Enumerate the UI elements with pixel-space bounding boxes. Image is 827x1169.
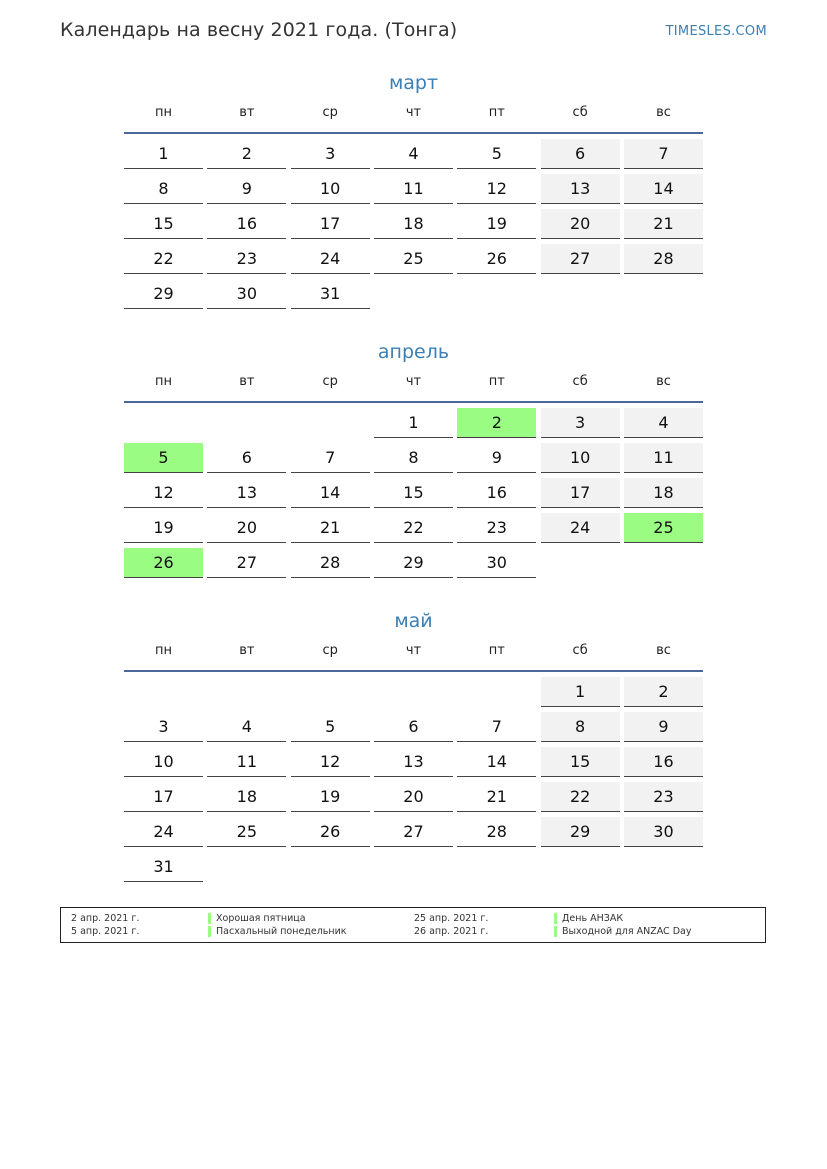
legend-date: 25 апр. 2021 г.: [414, 913, 489, 924]
weekend-day-cell: 11: [624, 443, 703, 473]
empty-cell: [457, 677, 536, 706]
holiday-color-marker: [208, 913, 211, 924]
day-cell: 1: [124, 139, 203, 169]
weekday-header: [124, 367, 703, 397]
day-cell: 19: [124, 513, 203, 543]
holiday-day-cell: 5: [124, 443, 203, 473]
weekend-day-cell: 29: [541, 817, 620, 847]
weekday-label: чт: [405, 643, 422, 658]
weekend-day-cell: 6: [541, 139, 620, 169]
weekday-label: пн: [155, 105, 172, 120]
day-cell: 21: [291, 513, 370, 543]
empty-cell: [207, 677, 286, 706]
empty-cell: [124, 677, 203, 706]
holiday-color-marker: [554, 926, 557, 937]
legend-holiday-name: День АНЗАК: [562, 913, 624, 924]
day-cell: 17: [291, 209, 370, 239]
day-cell: 2: [207, 139, 286, 169]
weekday-label: чт: [405, 105, 422, 120]
weekday-label: сб: [572, 643, 588, 658]
weekday-label: пн: [155, 643, 172, 658]
day-cell: 9: [207, 174, 286, 204]
month-name: май: [394, 610, 433, 632]
day-cell: 8: [374, 443, 453, 473]
day-cell: 20: [374, 782, 453, 812]
header-divider: [124, 670, 703, 672]
day-cell: 30: [457, 548, 536, 578]
day-cell: 26: [291, 817, 370, 847]
day-cell: 24: [124, 817, 203, 847]
day-cell: 6: [374, 712, 453, 742]
day-cell: 24: [291, 244, 370, 274]
weekend-day-cell: 23: [624, 782, 703, 812]
day-cell: 27: [207, 548, 286, 578]
empty-cell: [374, 677, 453, 706]
holiday-legend: [60, 907, 766, 943]
day-cell: 9: [457, 443, 536, 473]
weekend-day-cell: 2: [624, 677, 703, 707]
weekend-day-cell: 8: [541, 712, 620, 742]
day-cell: 15: [374, 478, 453, 508]
weekend-day-cell: 20: [541, 209, 620, 239]
empty-cell: [124, 408, 203, 437]
day-cell: 29: [374, 548, 453, 578]
weekend-day-cell: 3: [541, 408, 620, 438]
day-cell: 3: [124, 712, 203, 742]
weekend-day-cell: 9: [624, 712, 703, 742]
empty-cell: [291, 408, 370, 437]
day-cell: 19: [291, 782, 370, 812]
weekday-header: [124, 636, 703, 666]
day-cell: 12: [457, 174, 536, 204]
weekend-day-cell: 22: [541, 782, 620, 812]
day-cell: 23: [207, 244, 286, 274]
weekend-day-cell: 18: [624, 478, 703, 508]
weekday-label: вт: [239, 643, 255, 658]
month-block: [124, 337, 703, 578]
weekend-day-cell: 27: [541, 244, 620, 274]
legend-holiday-name: Хорошая пятница: [216, 913, 306, 924]
page-title: Календарь на весну 2021 года. (Тонга): [60, 19, 458, 41]
weekday-label: вс: [656, 105, 671, 120]
weekday-label: чт: [405, 374, 422, 389]
header-divider: [124, 401, 703, 403]
weekday-label: вс: [656, 374, 671, 389]
day-cell: 31: [291, 279, 370, 309]
day-cell: 20: [207, 513, 286, 543]
day-cell: 22: [124, 244, 203, 274]
legend-holiday-name: Пасхальный понедельник: [216, 926, 347, 937]
weekend-day-cell: 28: [624, 244, 703, 274]
day-cell: 4: [207, 712, 286, 742]
weekend-day-cell: 14: [624, 174, 703, 204]
day-cell: 14: [457, 747, 536, 777]
day-cell: 11: [374, 174, 453, 204]
day-cell: 16: [457, 478, 536, 508]
weekday-label: сб: [572, 374, 588, 389]
day-cell: 7: [457, 712, 536, 742]
weekend-day-cell: 13: [541, 174, 620, 204]
weekend-day-cell: 7: [624, 139, 703, 169]
day-grid: [124, 139, 703, 309]
day-cell: 10: [124, 747, 203, 777]
day-cell: 18: [207, 782, 286, 812]
day-cell: 1: [374, 408, 453, 438]
weekday-label: пн: [155, 374, 172, 389]
day-cell: 6: [207, 443, 286, 473]
day-cell: 10: [291, 174, 370, 204]
weekday-label: пт: [488, 374, 505, 389]
day-cell: 7: [291, 443, 370, 473]
day-cell: 23: [457, 513, 536, 543]
day-cell: 8: [124, 174, 203, 204]
day-cell: 13: [207, 478, 286, 508]
weekend-day-cell: 10: [541, 443, 620, 473]
weekday-label: ср: [322, 374, 338, 389]
weekday-label: вс: [656, 643, 671, 658]
day-cell: 18: [374, 209, 453, 239]
day-cell: 3: [291, 139, 370, 169]
day-cell: 30: [207, 279, 286, 309]
day-cell: 19: [457, 209, 536, 239]
site-link[interactable]: TIMESLES.COM: [665, 24, 767, 39]
weekday-label: вт: [239, 374, 255, 389]
day-cell: 14: [291, 478, 370, 508]
day-cell: 5: [291, 712, 370, 742]
header-divider: [124, 132, 703, 134]
holiday-color-marker: [208, 926, 211, 937]
day-cell: 21: [457, 782, 536, 812]
weekday-label: вт: [239, 105, 255, 120]
weekend-day-cell: 16: [624, 747, 703, 777]
month-block: [124, 68, 703, 309]
day-cell: 13: [374, 747, 453, 777]
weekend-day-cell: 21: [624, 209, 703, 239]
day-cell: 29: [124, 279, 203, 309]
day-cell: 5: [457, 139, 536, 169]
month-name: март: [388, 72, 439, 94]
day-cell: 12: [124, 478, 203, 508]
day-cell: 11: [207, 747, 286, 777]
day-cell: 15: [124, 209, 203, 239]
empty-cell: [291, 677, 370, 706]
day-cell: 25: [374, 244, 453, 274]
empty-cell: [207, 408, 286, 437]
day-cell: 16: [207, 209, 286, 239]
day-cell: 27: [374, 817, 453, 847]
day-cell: 22: [374, 513, 453, 543]
weekday-label: сб: [572, 105, 588, 120]
day-grid: [124, 677, 703, 882]
weekday-label: пт: [488, 105, 505, 120]
day-grid: [124, 408, 703, 578]
weekday-label: ср: [322, 643, 338, 658]
day-cell: 12: [291, 747, 370, 777]
month-name: апрель: [377, 341, 450, 363]
holiday-day-cell: 25: [624, 513, 703, 543]
weekday-label: ср: [322, 105, 338, 120]
holiday-day-cell: 26: [124, 548, 203, 578]
month-block: [124, 606, 703, 882]
holiday-day-cell: 2: [457, 408, 536, 438]
day-cell: 28: [457, 817, 536, 847]
legend-date: 5 апр. 2021 г.: [71, 926, 140, 937]
legend-date: 2 апр. 2021 г.: [71, 913, 140, 924]
weekday-label: пт: [488, 643, 505, 658]
day-cell: 31: [124, 852, 203, 882]
day-cell: 26: [457, 244, 536, 274]
weekend-day-cell: 1: [541, 677, 620, 707]
day-cell: 28: [291, 548, 370, 578]
weekend-day-cell: 30: [624, 817, 703, 847]
legend-holiday-name: Выходной для ANZAC Day: [562, 926, 692, 937]
weekend-day-cell: 4: [624, 408, 703, 438]
weekend-day-cell: 24: [541, 513, 620, 543]
weekend-day-cell: 15: [541, 747, 620, 777]
day-cell: 4: [374, 139, 453, 169]
day-cell: 17: [124, 782, 203, 812]
weekday-header: [124, 98, 703, 128]
legend-date: 26 апр. 2021 г.: [414, 926, 489, 937]
day-cell: 25: [207, 817, 286, 847]
weekend-day-cell: 17: [541, 478, 620, 508]
holiday-color-marker: [554, 913, 557, 924]
